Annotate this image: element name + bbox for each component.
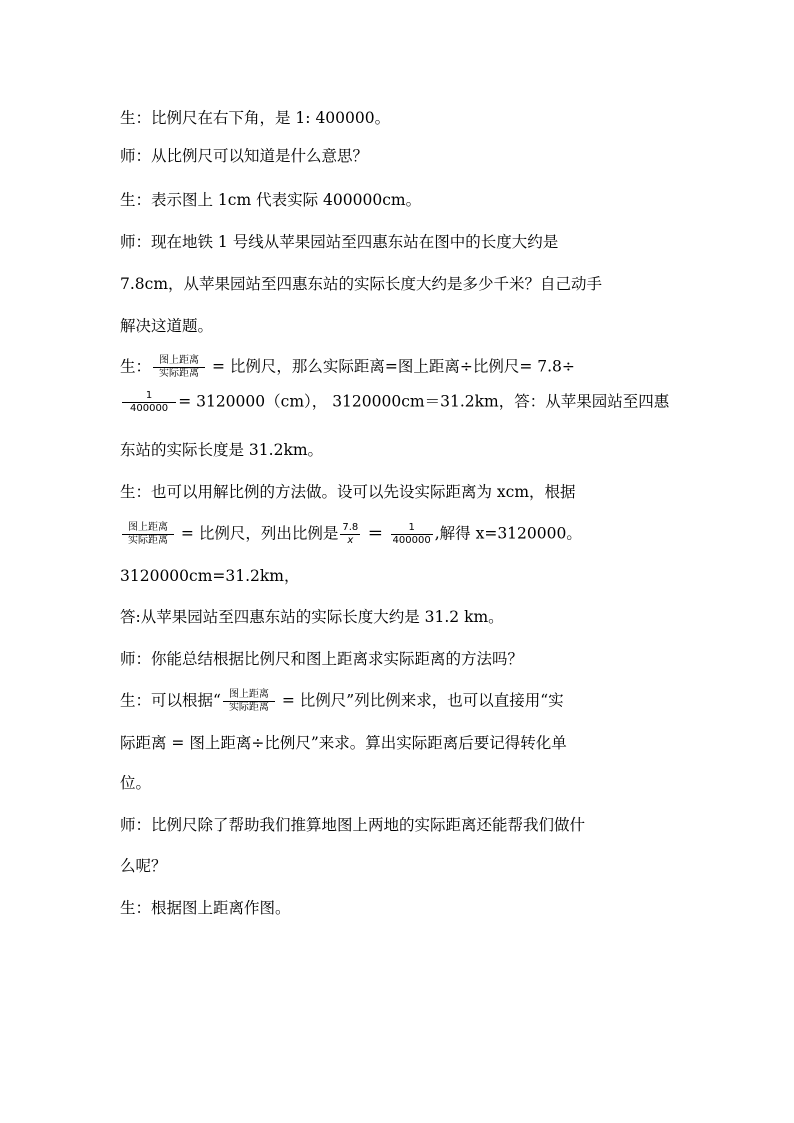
formula-text: = 比例尺，那么实际距离=图上距离÷比例尺= 7.8÷ (207, 357, 575, 376)
fraction-denominator: 实际距离 (128, 535, 168, 546)
fraction-numerator: 1 (122, 390, 176, 403)
paragraph-line: 师：你能总结根据比例尺和图上距离求实际距离的方法吗？ (120, 650, 524, 668)
paragraph-line: 生：比例尺在右下角，是 1: 400000。 (120, 109, 391, 127)
fraction-denominator: x (347, 535, 354, 546)
formula-text: = 比例尺，列出比例是 (176, 524, 339, 543)
paragraph-line: 东站的实际长度是 31.2km。 (120, 441, 324, 459)
paragraph-line: 3120000cm=31.2km， (120, 567, 300, 585)
paragraph-line: 位。 (120, 774, 152, 792)
paragraph-line: 生：也可以用解比例的方法做。设可以先设实际距离为 xcm，根据 (120, 483, 576, 501)
fraction (122, 390, 176, 415)
fraction (391, 522, 433, 547)
fraction-numerator: 1 (391, 522, 433, 535)
fraction (223, 689, 275, 714)
paragraph-line: 7.8cm，从苹果园站至四惠东站的实际长度大约是多少千米？自己动手 (120, 275, 603, 293)
formula-line (120, 689, 564, 714)
fraction (153, 355, 205, 380)
fraction-denominator: 实际距离 (228, 702, 269, 713)
speaker-label: 生：可以根据“ (120, 691, 221, 710)
formula-line (120, 522, 582, 547)
paragraph-line: 师：从比例尺可以知道是什么意思？ (120, 147, 369, 165)
paragraph-line: 解决这道题。 (120, 317, 214, 335)
paragraph-line: 师：现在地铁 1 号线从苹果园站至四惠东站在图中的长度大约是 (120, 233, 559, 251)
formula-text: = 3120000（cm）， 3120000cm＝31.2km，答：从苹果园站至四惠 (178, 392, 670, 411)
paragraph-line: 生：根据图上距离作图。 (120, 899, 291, 917)
formula-line (120, 390, 669, 415)
formula-line (120, 355, 575, 380)
fraction-denominator: 400000 (392, 535, 431, 546)
paragraph-line: 际距离 = 图上距离÷比例尺”来求。算出实际距离后要记得转化单 (120, 734, 567, 752)
paragraph-line: 生：表示图上 1cm 代表实际 400000cm。 (120, 191, 422, 209)
speaker-label: 生： (120, 357, 152, 376)
fraction-denominator: 400000 (130, 403, 169, 414)
fraction (122, 522, 174, 547)
paragraph-line: 答:从苹果园站至四惠东站的实际长度大约是 31.2 km。 (120, 608, 504, 626)
fraction-denominator: 实际距离 (159, 368, 200, 379)
fraction-numerator: 图上距离 (122, 522, 174, 535)
paragraph-line: 师：比例尺除了帮助我们推算地图上两地的实际距离还能帮我们做什 (120, 816, 586, 834)
fraction-numerator: 7.8 (342, 522, 359, 533)
paragraph-line: 么呢？ (120, 857, 167, 875)
fraction-numerator: 图上距离 (223, 689, 275, 702)
equals-sign: ＝ (362, 523, 389, 543)
fraction-numerator: 图上距离 (153, 355, 205, 368)
fraction (340, 522, 360, 547)
formula-text: = 比例尺”列比例来求，也可以直接用“实 (276, 691, 564, 710)
formula-text: ,解得 x=3120000。 (434, 524, 582, 543)
